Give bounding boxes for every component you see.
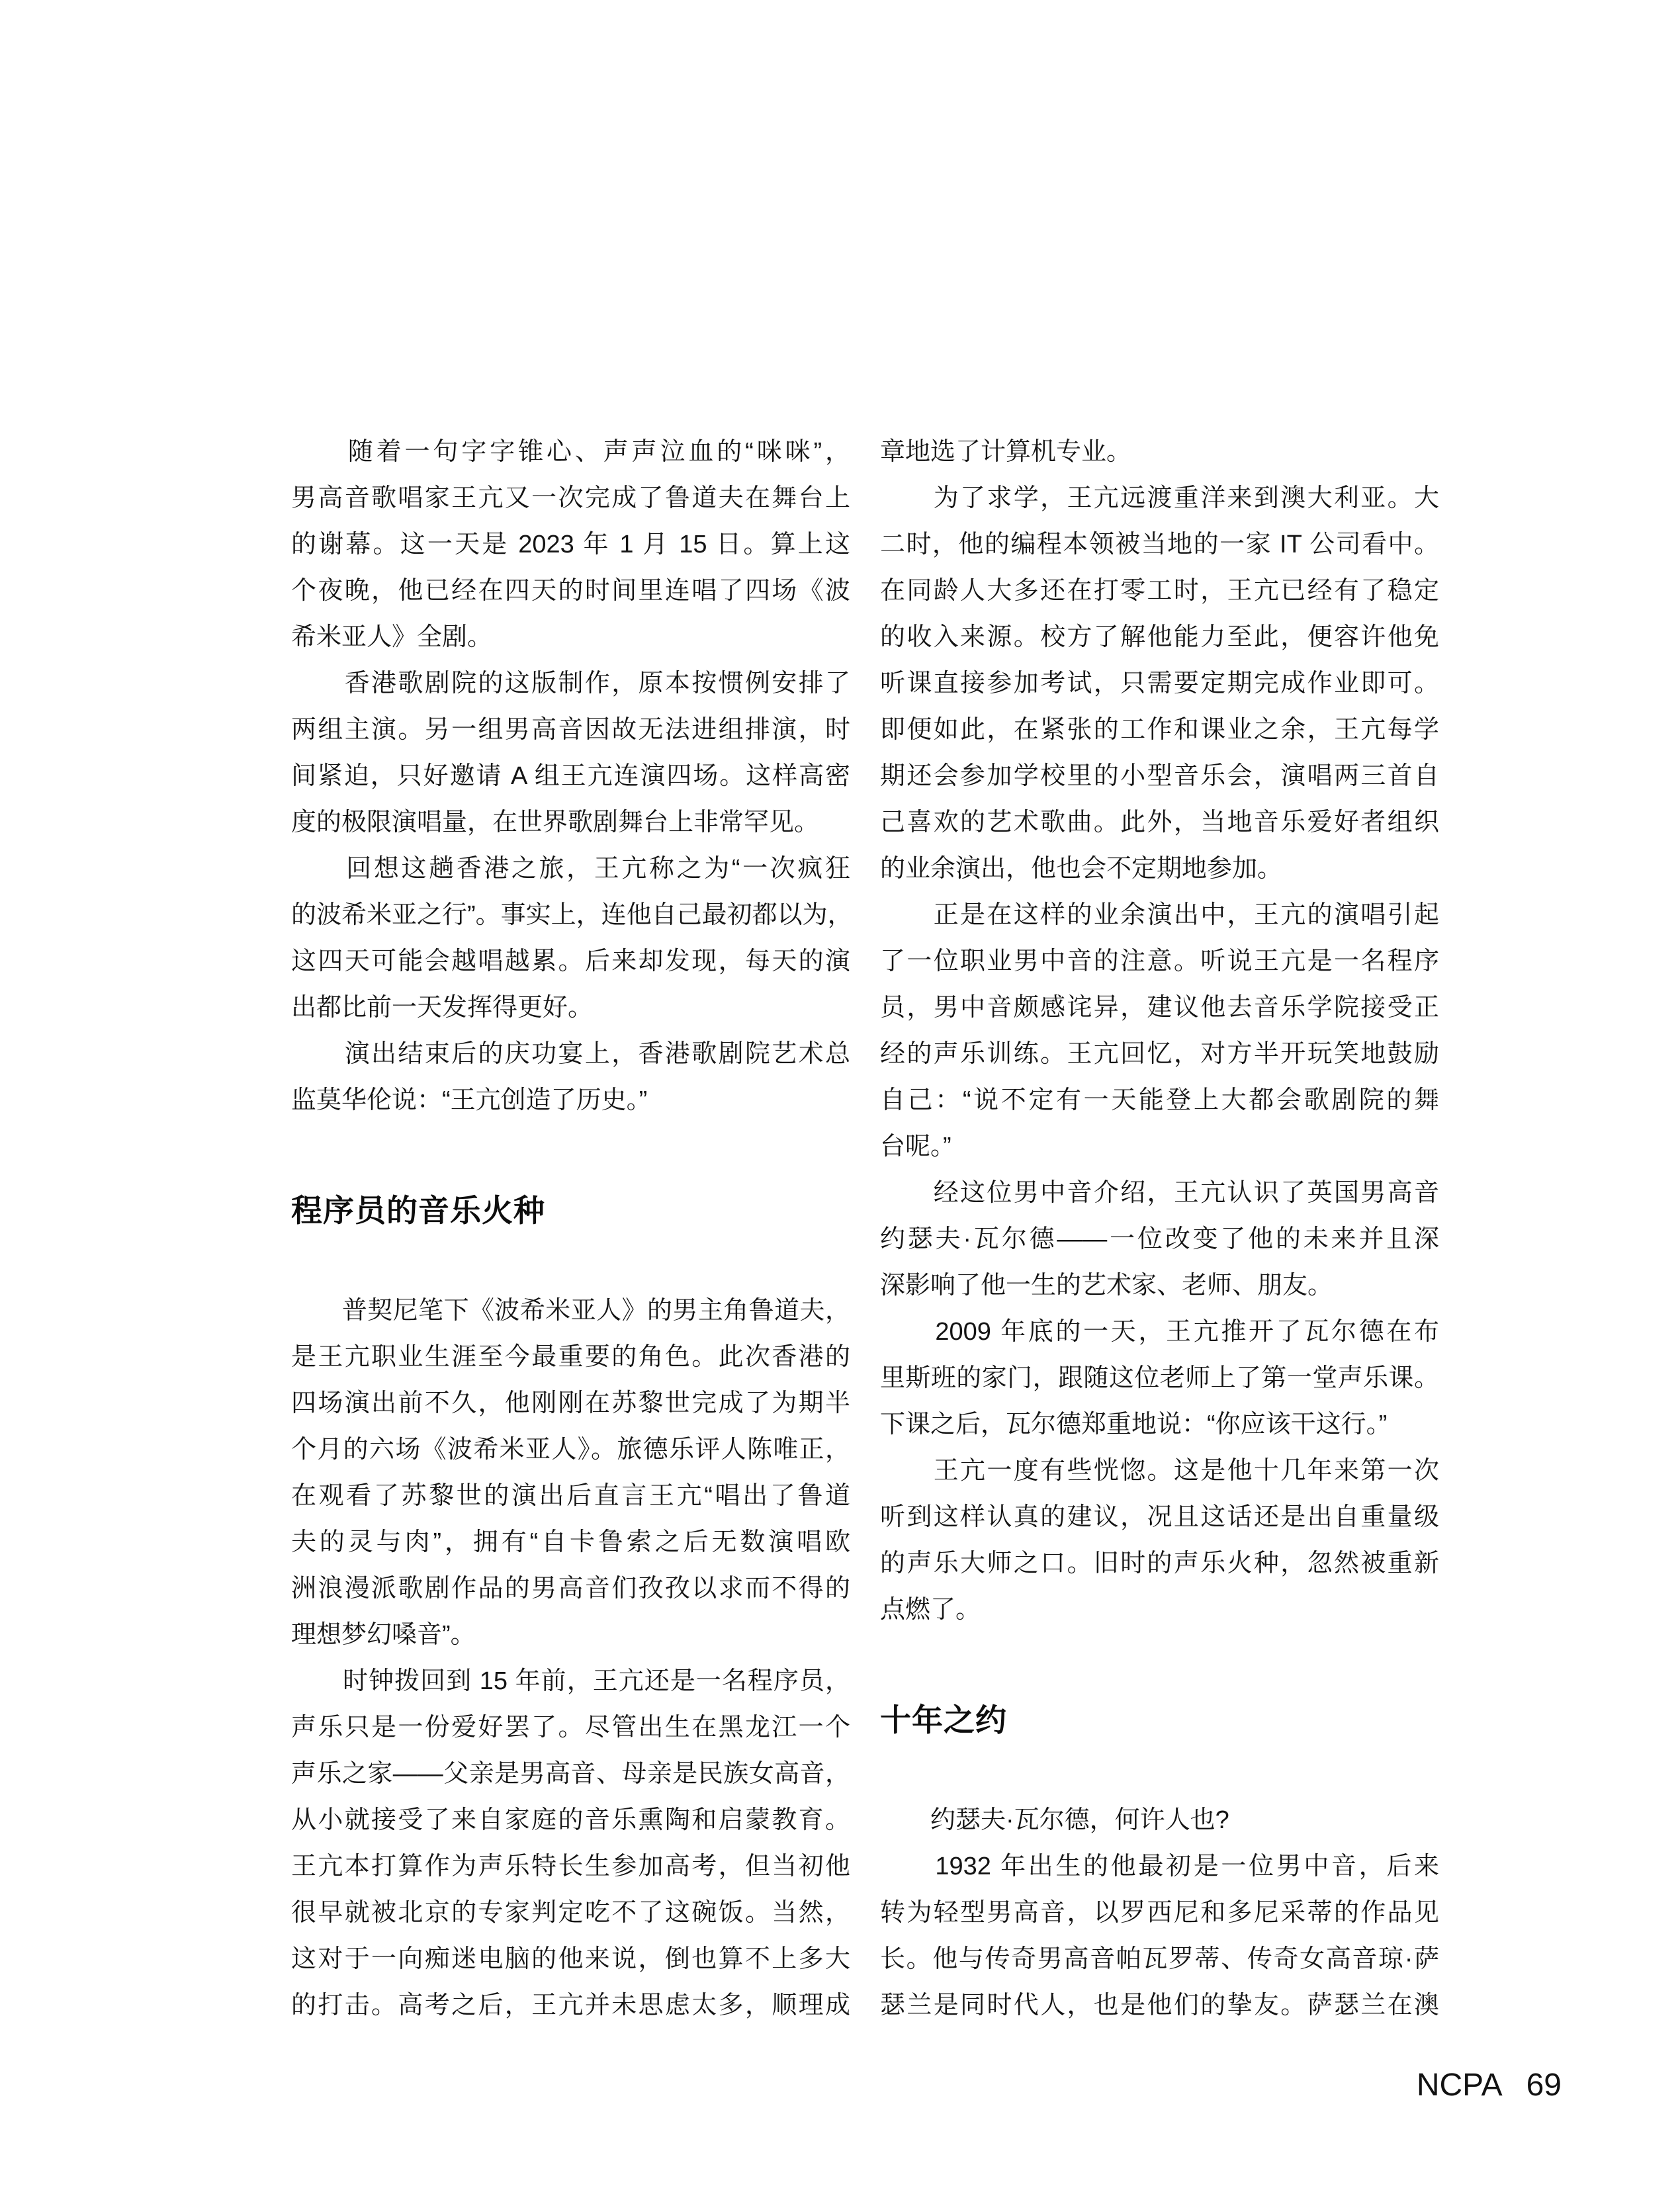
- text-line: 夫的灵与肉”，拥有“自卡鲁索之后无数演唱欧: [291, 1528, 850, 1556]
- text-line: 王亢一度有些恍惚。这是他十几年来第一次: [880, 1457, 1439, 1485]
- text-line: 四场演出前不久，他刚刚在苏黎世完成了为期半: [291, 1389, 850, 1417]
- text-line: 随着一句字字锥心、声声泣血的“咪咪”，: [291, 438, 850, 466]
- paragraph: [880, 1843, 1439, 2029]
- left-text-column: [291, 429, 853, 2029]
- paragraph: [880, 1448, 1439, 1633]
- text-line: 听课直接参加考试，只需要定期完成作业即可。: [880, 670, 1439, 697]
- footer-brand: NCPA: [1416, 2068, 1503, 2103]
- text-line: 这对于一向痴迷电脑的他来说，倒也算不上多大: [291, 1945, 850, 1973]
- text-line: 约瑟夫·瓦尔德，何许人也?: [880, 1806, 1229, 1834]
- paragraph: [291, 660, 850, 846]
- text-line: 王亢本打算作为声乐特长生参加高考，但当初他: [291, 1853, 850, 1880]
- text-line: 己喜欢的艺术歌曲。此外，当地音乐爱好者组织: [880, 809, 1439, 836]
- text-line: 声乐只是一份爱好罢了。尽管出生在黑龙江一个: [291, 1714, 850, 1741]
- text-line: 的波希米亚之行”。事实上，连他自己最初都以为，: [291, 901, 853, 929]
- text-line: 员，男中音颇感诧异，建议他去音乐学院接受正: [880, 994, 1439, 1022]
- text-line: 台呢。”: [880, 1133, 951, 1160]
- text-line: 普契尼笔下《波希米亚人》的男主角鲁道夫，: [291, 1297, 850, 1325]
- text-line: 转为轻型男高音，以罗西尼和多尼采蒂的作品见: [880, 1899, 1439, 1927]
- text-line: 男高音歌唱家王亢又一次完成了鲁道夫在舞台上: [291, 484, 850, 512]
- text-line: 个夜晚，他已经在四天的时间里连唱了四场《波: [291, 577, 850, 605]
- text-line: 时钟拨回到 15 年前，王亢还是一名程序员，: [291, 1667, 850, 1695]
- text-line: 章地选了计算机专业。: [880, 438, 1132, 466]
- paragraph: [291, 846, 853, 1031]
- text-line: 在同龄人大多还在打零工时，王亢已经有了稳定: [880, 577, 1439, 605]
- text-line: 的打击。高考之后，王亢并未思虑太多，顺理成: [291, 1991, 850, 2019]
- section-heading-ten-year-promise: 十年之约: [880, 1702, 1007, 1737]
- text-line: 从小就接受了来自家庭的音乐熏陶和启蒙教育。: [291, 1806, 850, 1834]
- text-line: 1932 年出生的他最初是一位男中音，后来: [880, 1853, 1439, 1880]
- text-line: 下课之后，瓦尔德郑重地说：“你应该干这行。”: [880, 1411, 1388, 1438]
- text-line: 个月的六场《波希米亚人》。旅德乐评人陈唯正，: [291, 1436, 850, 1464]
- paragraph: [880, 475, 1439, 892]
- text-line: 期还会参加学校里的小型音乐会，演唱两三首自: [880, 762, 1439, 790]
- paragraph: [880, 1309, 1439, 1448]
- text-line: 瑟兰是同时代人，也是他们的挚友。萨瑟兰在澳: [880, 1991, 1439, 2019]
- text-line: 的谢幕。这一天是 2023 年 1 月 15 日。算上这: [291, 531, 850, 558]
- paragraph: [880, 1797, 1439, 1843]
- text-line: 两组主演。另一组男高音因故无法进组排演，时: [291, 716, 850, 744]
- paragraph: [291, 1031, 850, 1123]
- text-line: 在观看了苏黎世的演出后直言王亢“唱出了鲁道: [291, 1482, 850, 1510]
- text-line: 这四天可能会越唱越累。后来却发现，每天的演: [291, 947, 850, 975]
- text-line: 声乐之家——父亲是男高音、母亲是民族女高音，: [291, 1760, 850, 1788]
- paragraph: [291, 1658, 850, 2029]
- text-line: 二时，他的编程本领被当地的一家 IT 公司看中。: [880, 531, 1439, 558]
- text-line: 很早就被北京的专家判定吃不了这碗饭。当然，: [291, 1899, 850, 1927]
- text-line: 香港歌剧院的这版制作，原本按惯例安排了: [291, 670, 850, 697]
- text-line: 的业余演出，他也会不定期地参加。: [880, 855, 1283, 883]
- paragraph: [880, 892, 1439, 1170]
- text-line: 为了求学，王亢远渡重洋来到澳大利亚。大: [880, 484, 1439, 512]
- text-line: 监莫华伦说：“王亢创造了历史。”: [291, 1086, 648, 1114]
- text-line: 度的极限演唱量，在世界歌剧舞台上非常罕见。: [291, 809, 820, 836]
- paragraph: [880, 429, 1439, 475]
- text-line: 深影响了他一生的艺术家、老师、朋友。: [880, 1272, 1333, 1299]
- paragraph: [291, 1288, 850, 1658]
- text-line: 经的声乐训练。王亢回忆，对方半开玩笑地鼓励: [880, 1040, 1439, 1068]
- text-line: 约瑟夫·瓦尔德——一位改变了他的未来并且深: [880, 1225, 1439, 1253]
- text-line: 了一位职业男中音的注意。听说王亢是一名程序: [880, 947, 1439, 975]
- text-line: 回想这趟香港之旅，王亢称之为“一次疯狂: [291, 855, 850, 883]
- text-line: 里斯班的家门，跟随这位老师上了第一堂声乐课。: [880, 1364, 1439, 1392]
- text-line: 点燃了。: [880, 1596, 981, 1624]
- right-text-column: [880, 429, 1439, 2029]
- text-line: 希米亚人》全剧。: [291, 623, 493, 651]
- text-line: 长。他与传奇男高音帕瓦罗蒂、传奇女高音琼·萨: [880, 1945, 1439, 1973]
- paragraph: [291, 429, 850, 660]
- text-line: 出都比前一天发挥得更好。: [291, 994, 594, 1022]
- text-line: 的收入来源。校方了解他能力至此，便容许他免: [880, 623, 1439, 651]
- text-line: 正是在这样的业余演出中，王亢的演唱引起: [880, 901, 1439, 929]
- text-line: 听到这样认真的建议，况且这话还是出自重量级: [880, 1503, 1439, 1531]
- text-line: 即便如此，在紧张的工作和课业之余，王亢每学: [880, 716, 1439, 744]
- text-line: 间紧迫，只好邀请 A 组王亢连演四场。这样高密: [291, 762, 850, 790]
- text-line: 经这位男中音介绍，王亢认识了英国男高音: [880, 1179, 1439, 1207]
- text-line: 洲浪漫派歌剧作品的男高音们孜孜以求而不得的: [291, 1575, 850, 1602]
- text-line: 自己：“说不定有一天能登上大都会歌剧院的舞: [880, 1086, 1439, 1114]
- paragraph: [880, 1170, 1439, 1309]
- text-line: 是王亢职业生涯至今最重要的角色。此次香港的: [291, 1343, 850, 1371]
- text-line: 2009 年底的一天，王亢推开了瓦尔德在布: [880, 1318, 1439, 1346]
- text-line: 的声乐大师之口。旧时的声乐火种，忽然被重新: [880, 1550, 1439, 1577]
- text-line: 演出结束后的庆功宴上，香港歌剧院艺术总: [291, 1040, 850, 1068]
- footer-page-number: 69: [1526, 2068, 1562, 2103]
- page-footer: [1417, 2067, 1562, 2103]
- section-heading-programmer-music-spark: 程序员的音乐火种: [291, 1193, 545, 1228]
- text-line: 理想梦幻嗓音”。: [291, 1621, 476, 1649]
